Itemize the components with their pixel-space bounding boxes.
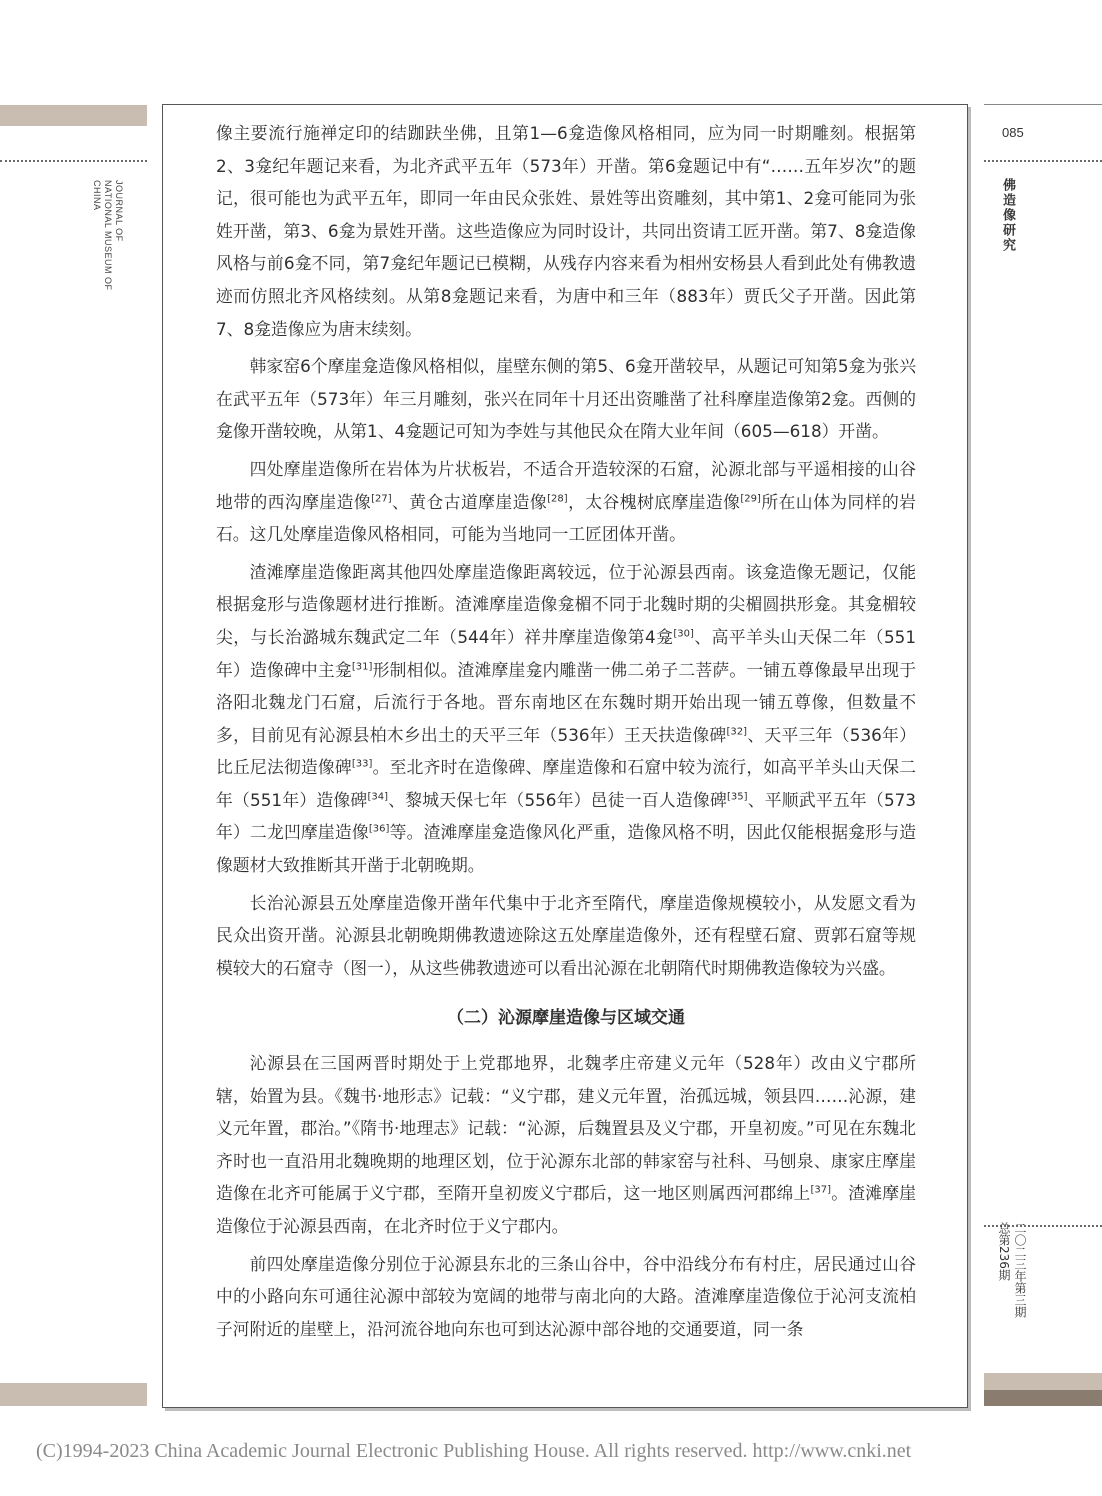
paragraph-1: 像主要流行施禅定印的结跏趺坐佛，且第1—6龛造像风格相同，应为同一时期雕刻。根据第2、3龛纪年题记来看，为北齐武平五年（573年）开凿。第6龛题记中有“……五年岁次”的题记，很可能也为武平五年，即同一年由民众张姓、景姓等出资雕刻，其中第1、2龛可能同为张姓开凿，第3、6龛为景姓开凿。这些造像应为同时设计，共同出资请工匠开凿。第7、8龛造像风格与前6龛不同，第7龛纪年题记已模糊，从残存内容来看为相州安杨县人看到此处有佛教遗迹而仿照北齐风格续刻。从第8龛题记来看，为唐中和三年（883年）贾氏父子开凿。因此第7、8龛造像应为唐末续刻。 xyxy=(216,123,916,339)
article-body xyxy=(216,117,916,1345)
text-run: 渣滩摩崖造像距离其他四处摩崖造像距离较远，位于沁源县西南。该龛造像无题记，仅能根据龛形与造像题材进行推断。渣滩摩崖造像龛楣不同于北魏时期的尖楣圆拱形龛。其龛楣较尖，与长治潞城东魏武定二年（544年）祥井摩崖造像第4龛 xyxy=(216,561,916,647)
paragraph-5: 长治沁源县五处摩崖造像开凿年代集中于北齐至隋代，摩崖造像规模较小，从发愿文看为民众出资开凿。沁源县北朝晚期佛教遗迹除这五处摩崖造像外，还有程壁石窟、贾郭石窟等规模较大的石窟寺（图一），从这些佛教遗迹可以看出沁源在北朝隋代时期佛教造像较为兴盛。 xyxy=(216,892,916,978)
left-dotted-rule xyxy=(0,160,147,162)
text-run: 四处摩崖造像所在岩体为片状板岩，不适合开造较深的石窟，沁源北部与平遥相接的山谷地带的西沟摩崖造像 xyxy=(216,458,916,512)
text-run: 、高平羊头山天保二年（551年）造像碑中主龛 xyxy=(216,626,917,680)
citation-ref[interactable]: [32] xyxy=(726,726,748,738)
year-issue: 二〇二三年第三期 xyxy=(1013,1222,1027,1318)
citation-ref[interactable]: [34] xyxy=(367,791,388,803)
text-run: 形制相似。渣滩摩崖龛内雕凿一佛二弟子二菩萨。一铺五尊像最早出现于洛阳北魏龙门石窟，后流行于各地。晋东南地区在东魏时期开始出现一铺五尊像，但数量不多，目前见有沁源县柏木乡出土的天平三年（536年）王天扶造像碑 xyxy=(216,659,916,745)
text-run: 、天平三年（536年）比丘尼法彻造像碑 xyxy=(216,724,916,778)
text-run: ，太谷槐树底摩崖造像 xyxy=(567,491,741,512)
citation-ref[interactable]: [31] xyxy=(351,660,373,672)
journal-name-vertical xyxy=(84,180,124,300)
paragraph-4 xyxy=(216,556,916,882)
right-dotted-rule-top xyxy=(984,160,1102,162)
article-frame xyxy=(162,104,968,1408)
right-top-rule xyxy=(984,104,1102,105)
right-footer-band xyxy=(984,1390,1102,1406)
text-run: 、平顺武平五年（573年）二龙凹摩崖造像 xyxy=(216,789,916,843)
paragraph-2: 韩家窑6个摩崖龛造像风格相似，崖壁东侧的第5、6龛开凿较早，从题记可知第5龛为张兴在武平五年（573年）年三月雕刻，张兴在同年十月还出资雕凿了社科摩崖造像第2龛。西侧的龛像开凿较晚，从第1、4龛题记可知为李姓与其他民众在隋大业年间（605—618）开凿。 xyxy=(216,356,916,442)
copyright-footer: (C)1994-2023 China Academic Journal Electronic Publishing House. All rights reserved. http://www.cnki.net xyxy=(36,1440,912,1462)
citation-ref[interactable]: [37] xyxy=(810,1184,832,1196)
citation-ref[interactable]: [30] xyxy=(673,628,694,640)
right-rail xyxy=(984,105,1102,1406)
citation-ref[interactable]: [29] xyxy=(740,492,761,504)
text-run: 。渣滩摩崖造像位于沁源县西南，在北齐时位于义宁郡内。 xyxy=(216,1183,916,1236)
page-number: 085 xyxy=(1002,125,1024,140)
text-run: 沁源县在三国两晋时期处于上党郡地界，北魏孝庄帝建义元年（528年）改由义宁郡所辖，始置为县。《魏书·地形志》记载：“义宁郡，建义元年置，治孤远城，领县四……沁源，建义元年置，郡治。”《隋书·地理志》记载：“沁源，后魏置县及义宁郡，开皇初废。”可见在东魏北齐时也一直沿用北魏晚期的地理区划，位于沁源东北部的韩家窑与社科、马刨泉、康家庄摩崖造像在北齐可能属于义宁郡，至隋开皇初废义宁郡后，这一地区则属西河郡绵上 xyxy=(216,1053,916,1204)
right-footer-band-light xyxy=(984,1373,1102,1390)
citation-ref[interactable]: [28] xyxy=(547,492,568,504)
citation-ref[interactable]: [36] xyxy=(368,823,390,835)
journal-name-line-2: NATIONAL MUSEUM OF xyxy=(103,180,113,291)
text-run: 等。渣滩摩崖龛造像风化严重，造像风格不明，因此仅能根据龛形与造像题材大致推断其开凿于北朝晚期。 xyxy=(216,822,916,876)
section-title-vertical: 佛造像研究 xyxy=(1000,178,1015,253)
paragraph-3 xyxy=(216,453,916,551)
total-issue: 总第236期 xyxy=(997,1222,1011,1281)
section-heading: （二）沁源摩崖造像与区域交通 xyxy=(447,1008,685,1029)
journal-name-line-1: JOURNAL OF xyxy=(114,180,124,242)
citation-ref[interactable]: [27] xyxy=(371,492,392,504)
left-footer-band xyxy=(0,1383,147,1406)
citation-ref[interactable]: [35] xyxy=(726,791,748,803)
journal-name-line-3: CHINA xyxy=(92,180,102,211)
paragraph-6 xyxy=(216,1047,916,1243)
text-run: 、黎城天保七年（556年）邑徒一百人造像碑 xyxy=(388,789,727,810)
text-run: 。至北齐时在造像碑、摩崖造像和石窟中较为流行，如高平羊头山天保二年（551年）造像碑 xyxy=(216,757,916,810)
citation-ref[interactable]: [33] xyxy=(351,758,373,770)
left-header-band xyxy=(0,105,147,126)
text-run: 所在山体为同样的岩石。这几处摩崖造像风格相同，可能为当地同一工匠团体开凿。 xyxy=(216,491,916,545)
paragraph-7: 前四处摩崖造像分别位于沁源县东北的三条山谷中，谷中沿线分布有村庄，居民通过山谷中的小路向东可通往沁源中部较为宽阔的地带与南北向的大路。渣滩摩崖造像位于沁河支流柏子河附近的崖壁上，沿河流谷地向东也可到达沁源中部谷地的交通要道，同一条 xyxy=(216,1253,916,1339)
text-run: 、黄仓古道摩崖造像 xyxy=(391,491,548,512)
issue-info-vertical xyxy=(996,1222,1028,1318)
